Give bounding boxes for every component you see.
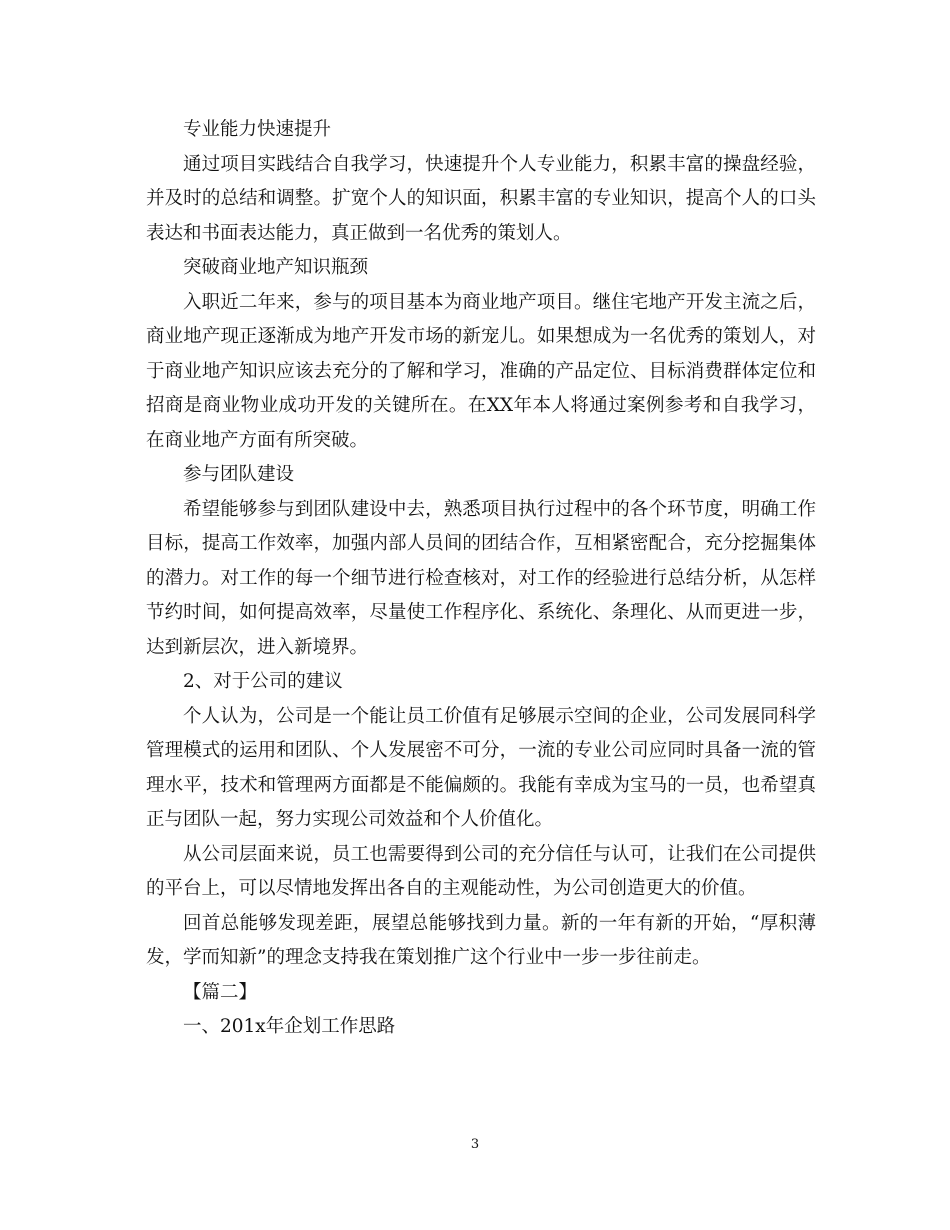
paragraph-commercial-real-estate: 入职近二年来，参与的项目基本为商业地产项目。继住宅地产开发主流之后，商业地产现正逐渐成为地产开发市场的新宠儿。如果想成为一名优秀的策划人，对于商业地产知识应该去充分的了解和学习，准确的产品定位、目标消费群体定位和招商是商业物业成功开发的关键所在。在XX年本人将通过案例参考和自我学习，在商业地产方面有所突破。 [146, 291, 816, 451]
paragraph-professional-ability: 通过项目实践结合自我学习，快速提升个人专业能力，积累丰富的操盘经验，并及时的总结和调整。扩宽个人的知识面，积累丰富的专业知识，提高个人的口头表达和书面表达能力，真正做到一名优秀的策划人。 [146, 153, 816, 244]
heading-professional-ability: 专业能力快速提升 [183, 119, 332, 140]
paragraph-closing: 回首总能够发现差距，展望总能够找到力量。新的一年有新的开始，“厚积薄发，学而知新”的理念支持我在策划推广这个行业中一步一步往前走。 [146, 912, 816, 968]
paragraph-company-suggestions: 个人认为，公司是一个能让员工价值有足够展示空间的企业，公司发展同科学管理模式的运用和团队、个人发展密不可分，一流的专业公司应同时具备一流的管理水平，技术和管理两方面都是不能偏颇的。我能有幸成为宝马的一员，也希望真正与团队一起，努力实现公司效益和个人价值化。 [146, 705, 816, 830]
document-body [146, 113, 816, 1045]
page-number: 3 [470, 1137, 480, 1152]
paragraph-company-trust: 从公司层面来说，员工也需要得到公司的充分信任与认可，让我们在公司提供的平台上，可以尽情地发挥出各自的主观能动性，为公司创造更大的价值。 [146, 843, 816, 899]
heading-team-building: 参与团队建设 [183, 464, 295, 485]
heading-company-suggestions: 2、对于公司的建议 [183, 671, 343, 692]
paragraph-team-building: 希望能够参与到团队建设中去，熟悉项目执行过程中的各个环节度，明确工作目标，提高工作效率，加强内部人员间的团结合作，互相紧密配合，充分挖掘集体的潜力。对工作的每一个细节进行检查核对，对工作的经验进行总结分析，从怎样节约时间，如何提高效率，尽量使工作程序化、系统化、条理化、从而更进一步，达到新层次，进入新境界。 [146, 498, 816, 658]
heading-planning-ideas: 一、201x年企划工作思路 [183, 1016, 396, 1037]
heading-commercial-real-estate: 突破商业地产知识瓶颈 [183, 257, 369, 278]
section-title-part-two: 【篇二】 [183, 981, 258, 1003]
